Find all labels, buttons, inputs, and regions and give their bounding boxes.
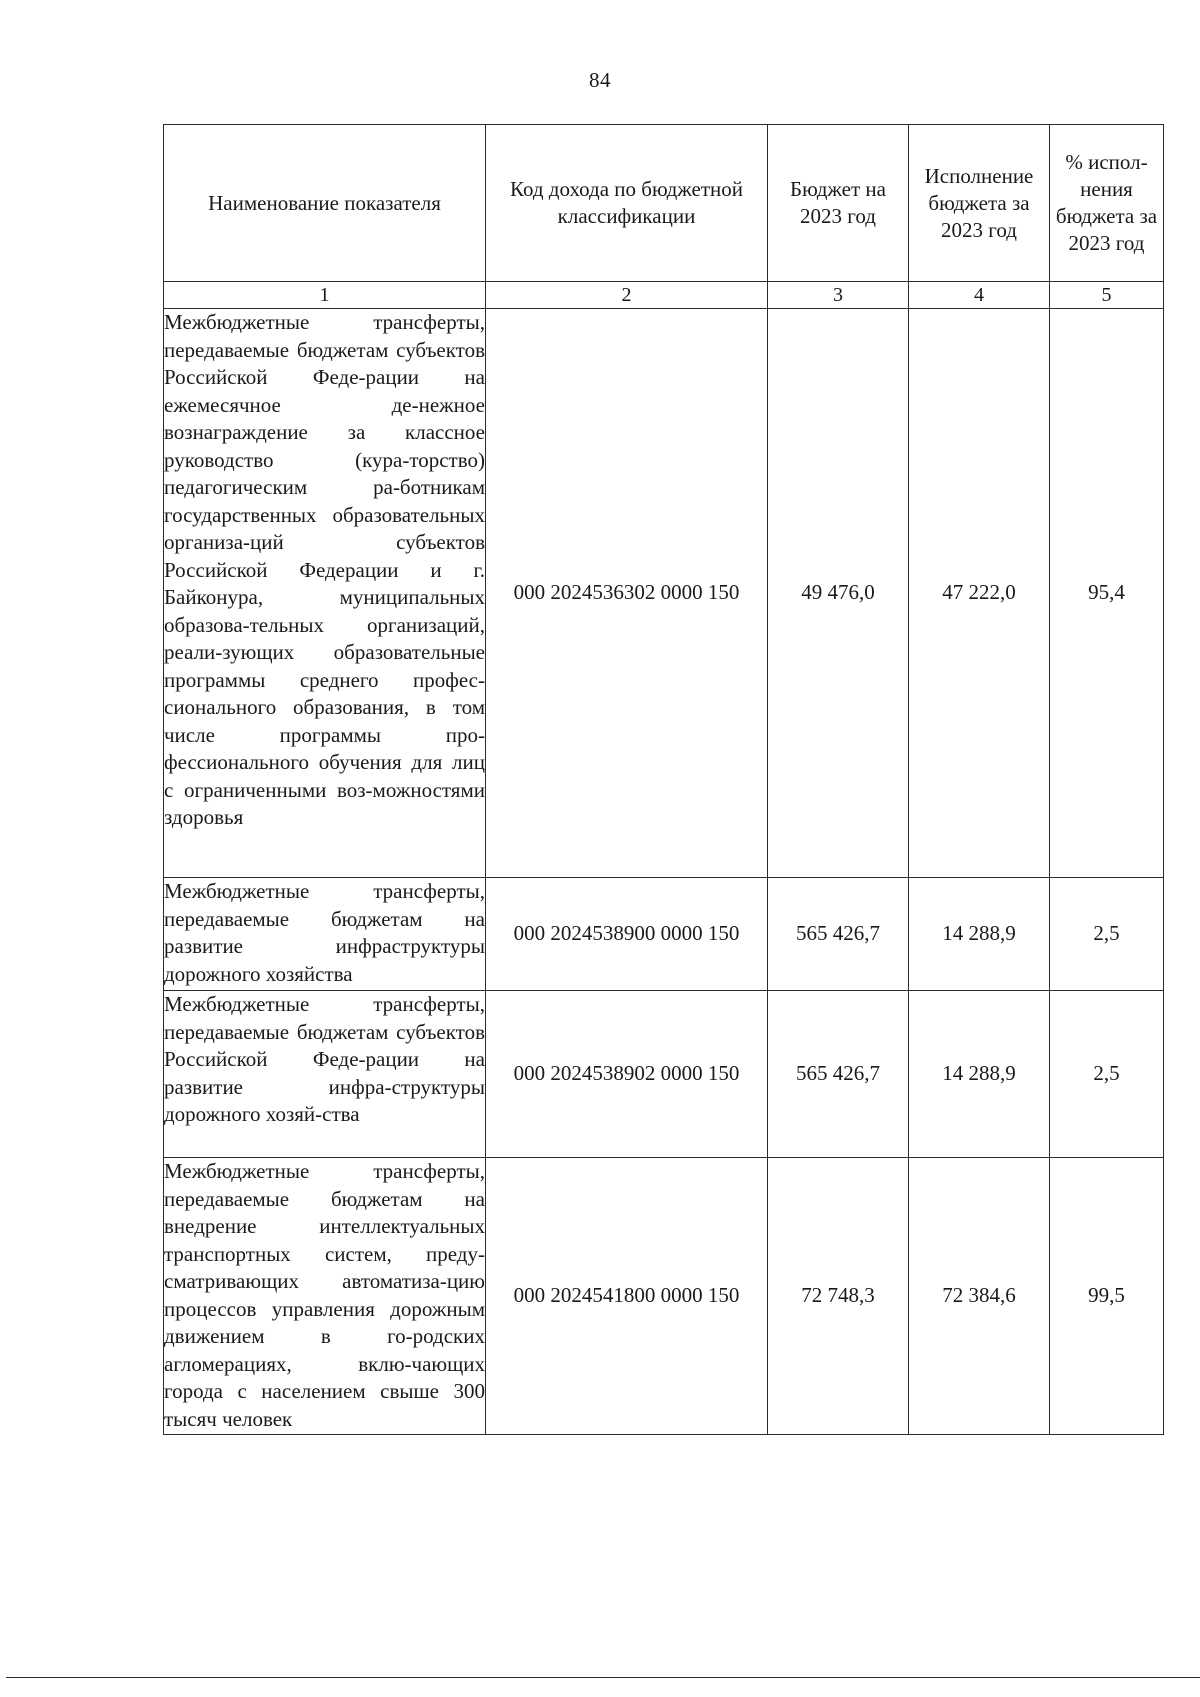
budget-execution-table — [163, 124, 1164, 1435]
header-budget-2023: Бюджет на 2023 год — [768, 125, 909, 282]
budget-value: 565 426,7 — [768, 878, 909, 991]
header-row — [164, 125, 1164, 282]
header-indicator-name: Наименование показателя — [164, 125, 486, 282]
execution-percent: 2,5 — [1050, 991, 1164, 1158]
table-row — [164, 309, 1164, 878]
header-execution-percent: % испол-нения бюджета за 2023 год — [1050, 125, 1164, 282]
execution-value: 14 288,9 — [909, 878, 1050, 991]
header-execution-2023: Исполнение бюджета за 2023 год — [909, 125, 1050, 282]
table-row — [164, 991, 1164, 1158]
indicator-name: Межбюджетные трансферты, передаваемые бюджетам на внедрение интеллектуальных транспортных систем, преду-сматривающих автоматиза-цию процессов управления дорожным движением в го-родских агломерациях, вклю-чающих города с населением свыше 300 тысяч человек — [164, 1158, 486, 1435]
column-number-row — [164, 282, 1164, 309]
page-number: 84 — [589, 68, 611, 92]
income-code: 000 2024536302 0000 150 — [486, 309, 768, 878]
execution-value: 14 288,9 — [909, 991, 1050, 1158]
budget-value: 49 476,0 — [768, 309, 909, 878]
execution-value: 72 384,6 — [909, 1158, 1050, 1435]
table-row — [164, 878, 1164, 991]
execution-percent: 2,5 — [1050, 878, 1164, 991]
column-number: 1 — [164, 282, 486, 309]
execution-percent: 99,5 — [1050, 1158, 1164, 1435]
page-bottom-rule — [6, 1677, 1200, 1678]
indicator-name: Межбюджетные трансферты, передаваемые бюджетам на развитие инфраструктуры дорожного хозяйства — [164, 878, 486, 991]
indicator-name: Межбюджетные трансферты, передаваемые бюджетам субъектов Российской Феде-рации на ежемесячное де-нежное вознаграждение за классное руководство (кура-торство) педагогическим ра-ботникам государственных образовательных организа-ций субъектов Российской Федерации и г. Байконура, муниципальных образова-тельных организаций, реали-зующих образовательные программы среднего профес-сионального образования, в том числе программы про-фессионального обучения для лиц с ограниченными воз-можностями здоровья — [164, 309, 486, 878]
indicator-name: Межбюджетные трансферты, передаваемые бюджетам субъектов Российской Феде-рации на развитие инфра-структуры дорожного хозяй-ства — [164, 991, 486, 1158]
income-code: 000 2024538902 0000 150 — [486, 991, 768, 1158]
column-number: 4 — [909, 282, 1050, 309]
budget-value: 72 748,3 — [768, 1158, 909, 1435]
table-row — [164, 1158, 1164, 1435]
execution-percent: 95,4 — [1050, 309, 1164, 878]
column-number: 5 — [1050, 282, 1164, 309]
execution-value: 47 222,0 — [909, 309, 1050, 878]
header-income-code: Код дохода по бюджетной классификации — [486, 125, 768, 282]
column-number: 2 — [486, 282, 768, 309]
column-number: 3 — [768, 282, 909, 309]
income-code: 000 2024538900 0000 150 — [486, 878, 768, 991]
budget-value: 565 426,7 — [768, 991, 909, 1158]
income-code: 000 2024541800 0000 150 — [486, 1158, 768, 1435]
